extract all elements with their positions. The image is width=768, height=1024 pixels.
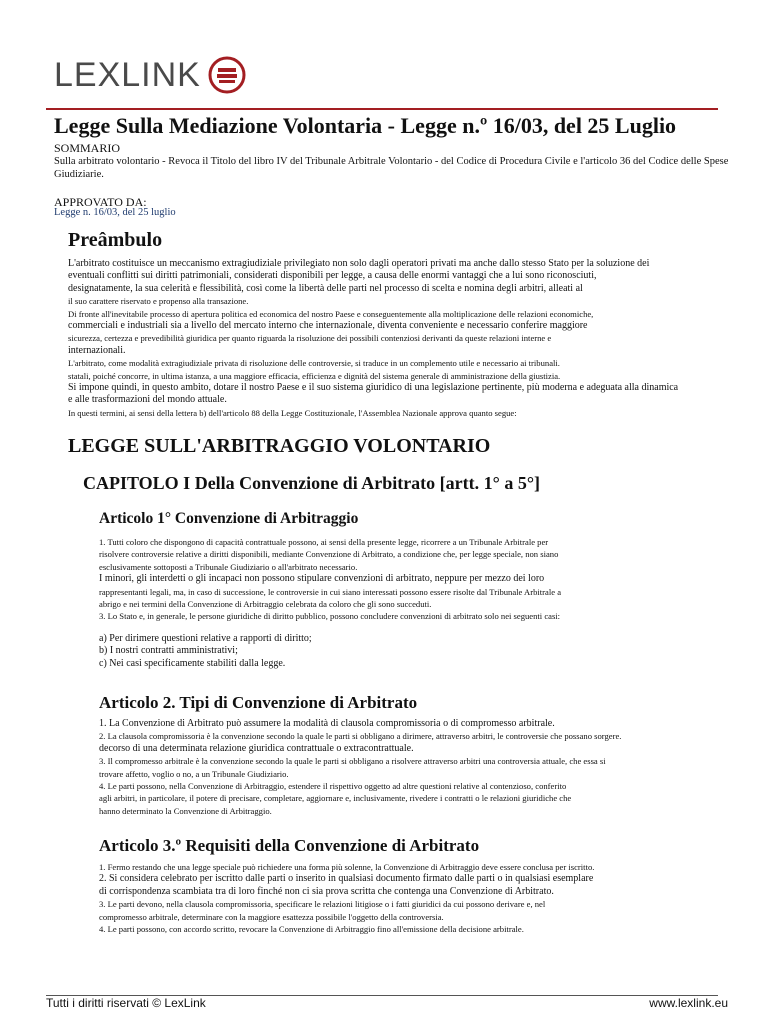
preamble-line: e alle trasformazioni del mondo attuale.	[68, 394, 227, 406]
preamble-line: Di fronte all'inevitabile processo di apertura politica ed economica del nostro Paese e conseguentemente alla moltiplicazione delle relazioni economiche,	[68, 308, 594, 319]
article-3-text	[99, 861, 729, 935]
summary-text: Sulla arbitrato volontario - Revoca il Titolo del libro IV del Tribunale Arbitrale Volontario - del Codice di Procedura Civile e l'articolo 36 del Codice delle Spese Giudiziarie.	[54, 156, 729, 180]
article-line: di corrispondenza scambiata tra di loro finché non ci sia prova scritta che contenga una Convenzione di Arbitrato.	[99, 885, 554, 897]
preamble-line: L'arbitrato, come modalità extragiudiziale privata di risoluzione delle controversie, si traduce in un complemento utile e necessario ai tribunali.	[68, 358, 560, 369]
preamble-line: designatamente, la sua celerità e flessibilità, così come la libertà delle parti nel processo di scelta e nomina degli arbitri, alleati al	[68, 282, 583, 294]
article-line: 1. La Convenzione di Arbitrato può assumere la modalità di clausola compromissoria o di compromesso arbitrale.	[99, 718, 555, 729]
article-line: compromesso arbitrale, determinare con la maggiore esattezza possibile l'oggetto della controversia.	[99, 911, 444, 922]
approved-value-link[interactable]: Legge n. 16/03, del 25 luglio	[54, 207, 176, 218]
preamble-line: internazionali.	[68, 344, 126, 356]
preamble-line: commerciali e industriali sia a livello del mercato interno che internazionale, diventa conveniente e necessario conferire maggiore	[68, 320, 588, 332]
header-divider	[46, 108, 718, 110]
article-line: esclusivamente sottoposti a Tribunale Giudiziario o all'arbitrato necessario.	[99, 561, 358, 572]
article-line: 3. Le parti devono, nella clausola compromissoria, specificare le relazioni litigiose o i fatti giuridici da cui possono derivare e, nel	[99, 899, 546, 910]
article-2-heading: Articolo 2. Tipi di Convenzione di Arbitrato	[99, 693, 418, 712]
logo-emblem-icon	[207, 55, 247, 95]
article-line: 4. Le parti possono, con accordo scritto, revocare la Convenzione di Arbitraggio fino all'emissione della decisione arbitrale.	[99, 924, 524, 935]
article-line: I minori, gli interdetti o gli incapaci non possono stipulare convenzioni di arbitrato, neppure per mezzo dei loro	[99, 573, 545, 585]
preamble-line: statali, poiché concorre, in ultima istanza, a una maggiore efficacia, efficienza e dignità del sistema generale di amministrazione della giustizia.	[68, 370, 561, 381]
article-line: 3. Il compromesso arbitrale è la convenzione secondo la quale le parti si obbligano a risolvere attraverso arbitri una controversia attuale, che essa si	[99, 756, 606, 767]
article-line: rappresentanti legali, ma, in caso di successione, le controversie in cui siano interessati possono essere risolte dal Tribunale Arbitrale a	[99, 586, 562, 597]
article-1-text	[99, 536, 729, 670]
summary-label: SOMMARIO	[54, 141, 121, 155]
law-heading: LEGGE SULL'ARBITRAGGIO VOLONTARIO	[68, 435, 491, 457]
list-item: b) I nostri contratti amministrativi;	[99, 645, 238, 657]
preamble-heading: Preâmbulo	[68, 229, 163, 251]
article-line: 1. Tutti coloro che dispongono di capacità contrattuale possono, ai sensi della presente legge, ricorrere a un Tribunale Arbitrale per	[99, 537, 549, 547]
preamble-line: eventuali conflitti sui diritti patrimoniali, considerati disponibili per legge, a causa delle enormi vantaggi che a lui sono riconosciuti,	[68, 270, 597, 282]
article-line: 1. Fermo restando che una legge speciale può richiedere una forma più solenne, la Convenzione di Arbitraggio deve essere conclusa per iscritto.	[99, 862, 595, 872]
preamble-text	[68, 258, 728, 419]
logo-wordmark: LEXLINK	[54, 55, 201, 94]
article-2-text	[99, 718, 729, 817]
preamble-line: L'arbitrato costituisce un meccanismo extragiudiziale privilegiato non solo dagli operatori privati ma anche dallo stesso Stato per la soluzione dei	[68, 258, 650, 269]
preamble-line: sicurezza, certezza e prevedibilità giuridica per quanto riguarda la risoluzione dei possibili contenziosi derivanti da queste relazioni interne e	[68, 333, 552, 344]
article-line: decorso di una determinata relazione giuridica contrattuale o extracontrattuale.	[99, 742, 414, 754]
article-line: 3. Lo Stato e, in generale, le persone giuridiche di diritto pubblico, possono concludere convenzioni di arbitrato solo nei seguenti casi:	[99, 611, 561, 622]
preamble-line: In questi termini, ai sensi della lettera b) dell'articolo 88 della Legge Costituzionale, l'Assemblea Nazionale approva quanto segue:	[68, 407, 517, 418]
lexlink-logo[interactable]	[54, 52, 247, 98]
article-line: agli arbitri, in particolare, il potere di precisare, completare, aggiornare e, inclusivamente, rivedere i contratti o le relazioni giuridiche che	[99, 793, 572, 804]
list-item: c) Nei casi specificamente stabiliti dalla legge.	[99, 657, 286, 669]
approved-label: APPROVATO DA:	[54, 195, 147, 209]
article-1-heading: Articolo 1° Convenzione di Arbitraggio	[99, 510, 359, 527]
footer-rights: Tutti i diritti riservati © LexLink	[46, 996, 206, 1010]
preamble-line: Si impone quindi, in questo ambito, dotare il nostro Paese e il suo sistema giuridico di una legislazione pertinente, più moderna e adeguata alla dinamica	[68, 382, 679, 394]
article-line: trovare affetto, voglio o no, a un Tribunale Giudiziario.	[99, 768, 289, 779]
article-line: hanno determinato la Convenzione di Arbitraggio.	[99, 805, 272, 816]
article-line: risolvere controversie relative a diritti disponibili, mediante Convenzione di Arbitrato, a condizione che, per legge speciale, non siano	[99, 549, 559, 560]
footer-url-link[interactable]: www.lexlink.eu	[649, 996, 728, 1010]
article-line: 4. Le parti possono, nella Convenzione di Arbitraggio, estendere il rispettivo oggetto ad altre questioni relative al contenzioso, conferito	[99, 781, 567, 792]
article-3-heading: Articolo 3.º Requisiti della Convenzione di Arbitrato	[99, 836, 480, 855]
article-line: 2. Si considera celebrato per iscritto dalle parti o inserito in qualsiasi documento firmato dalle parti o in qualsiasi esemplare	[99, 873, 594, 885]
preamble-line: il suo carattere riservato e propenso alla transazione.	[68, 296, 249, 307]
article-line: 2. La clausola compromissoria è la convenzione secondo la quale le parti si obbligano a dirimere, attraverso arbitri, le controversie che possano sorgere.	[99, 731, 622, 742]
chapter-heading: CAPITOLO I Della Convenzione di Arbitrato [artt. 1° a 5°]	[83, 473, 541, 493]
document-title: Legge Sulla Mediazione Volontaria - Legge n.º 16/03, del 25 Luglio	[54, 113, 677, 138]
list-item: a) Per dirimere questioni relative a rapporti di diritto;	[99, 632, 312, 644]
article-line: abrigo e nei termini della Convenzione di Arbitraggio celebrata da coloro che gli sono succeduti.	[99, 599, 432, 610]
